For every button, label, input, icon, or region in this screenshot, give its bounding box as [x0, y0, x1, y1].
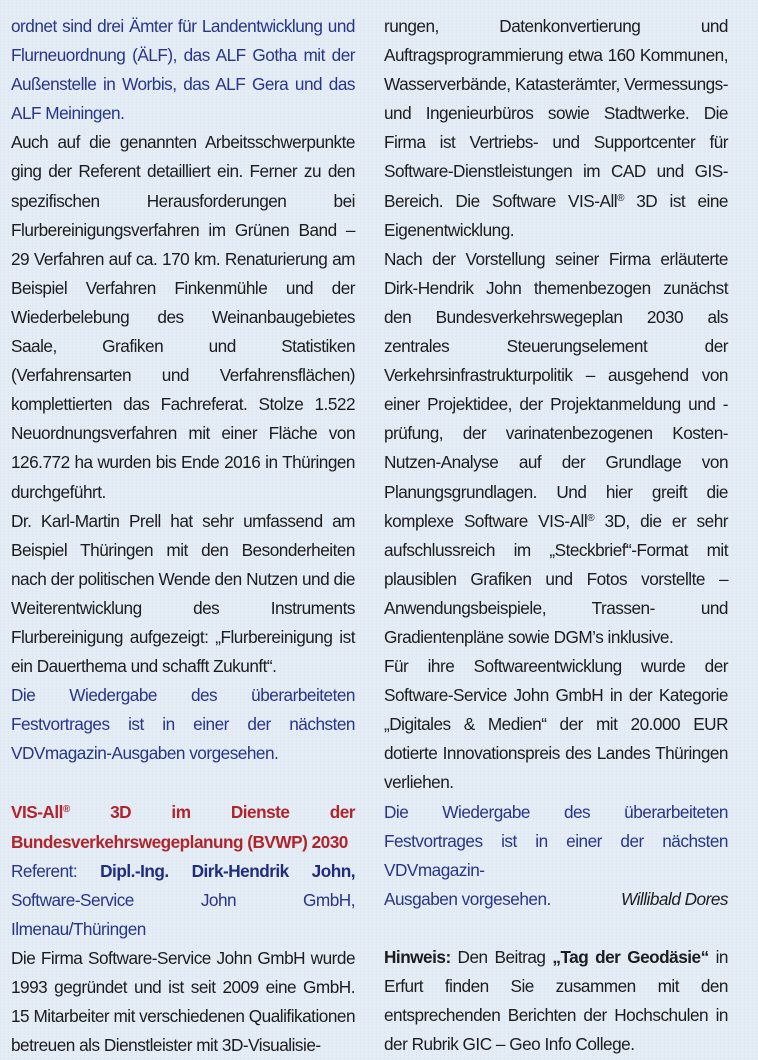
author-signature: Willibald Dores [621, 888, 728, 909]
note-text-last: Ausgaben vorgesehen. [384, 888, 551, 909]
right-column [384, 12, 728, 1059]
left-column [11, 12, 355, 1060]
services-text-end: 3D ist eine Eigenentwicklung. [384, 190, 728, 240]
hint-label: Hinweis: [384, 946, 451, 967]
hint-paragraph [384, 943, 728, 1059]
hint-title: „Tag der Geodäsie“ [552, 946, 709, 967]
section-heading-prefix: VIS-All [11, 802, 63, 823]
section-heading [11, 798, 355, 856]
body-paragraph-company: Die Firma Software-Service John GmbH wurde 1993 gegründet und ist seit 2009 eine GmbH. 15 Mitarbeiter mit verschiedenen Qualifikationen betreuen als Dienstleister mit 3D-Visualisie- [11, 947, 355, 1056]
bvwp-text-end: 3D, die er sehr aufschlussreich im „Steckbrief“-Format mit plausiblen Grafiken und Fotos vorstellte – Anwendungsbeispiele, Trassen- und Gradientenpläne sowie DGM’s inklusive. [384, 510, 728, 647]
speaker-line [11, 857, 355, 944]
body-paragraph-bvwp [384, 245, 728, 652]
bvwp-text: Nach der Vorstellung seiner Firma erläuterte Dirk-Hendrik John themenbezogen zunächst den Bundesverkehrswegeplan 2030 als zentrales Steuerungselement der Verkehrsinfrastrukturpolitik – ausgehend von einer Projektidee, der Projektanmeldung und -prüfung, der varinatenbezogenen Kosten-Nutzen-Analyse auf der Grundlage von Planungsgrundlagen. Und hier greift die komplexe Software VIS-All [384, 248, 728, 531]
festvortrag-note: Die Wiedergabe des überarbeiteten Festvortrages ist in einer der nächsten VDVmagazin-Ausgaben vorgesehen. [11, 685, 355, 764]
body-paragraph-award: Für ihre Softwareentwicklung wurde der Software-Service John GmbH in der Kategorie „Digitales & Medien“ der mit 20.000 EUR dotierte Innovationspreis des Landes Thüringen verliehen. [384, 656, 728, 793]
speaker-label: Referent: [11, 860, 101, 881]
note-signature-line [384, 885, 728, 914]
hint-text-end: in Erfurt finden Sie zusammen mit den entsprechenden Berichten der Hochschulen in der Rubrik GIC – Geo Info College. [384, 946, 728, 1055]
note-text: Die Wiedergabe des überarbeiteten Festvortrages ist in einer der nächsten VDVmagazin- [384, 801, 728, 880]
registered-mark: ® [587, 512, 595, 524]
body-paragraph-services [384, 12, 728, 245]
speaker-name: Dipl.-Ing. Dirk-Hendrik John, [100, 860, 355, 881]
registered-mark: ® [617, 192, 624, 204]
services-text: rungen, Datenkonvertierung und Auftragsprogrammierung etwa 160 Kommunen, Wasserverbände, Katasterämter, Vermessungs- und Ingenieurbüros sowie Stadtwerke. Die Firma ist Vertriebs- und Supportcenter für Software-Dienstleistungen im CAD und GIS-Bereich. Die Software VIS-All [384, 16, 728, 211]
hint-text: Den Beitrag [450, 946, 553, 967]
festvortrag-note-right [384, 798, 728, 885]
body-paragraph-workfocus: Auch auf die genannten Arbeitsschwerpunkte ging der Referent detailliert ein. Ferner zu den spezifischen Herausforderungen bei Flurbereinigungsverfahren im Grünen Band – 29 Verfahren auf ca. 170 km. Renaturierung am Beispiel Verfahren Finkenmühle und der Wiederbelebung des Weinanbaugebietes Saale, Grafiken und Statistiken (Verfahrensarten und Verfahrensflächen) komplettierten das Fachreferat. Stolze 1.522 Neuordnungsverfahren mit einer Fläche von 126.772 ha wurden bis Ende 2016 in Thüringen durchgeführt. [11, 132, 355, 502]
intro-paragraph: ordnet sind drei Ämter für Landentwicklung und Flurneuordnung (ÄLF), das ALF Gotha mit der Außenstelle in Worbis, das ALF Gera und das ALF Meiningen. [11, 16, 355, 124]
speaker-affiliation: Software-Service John GmbH, Ilmenau/Thüringen [11, 889, 355, 939]
body-paragraph-prell: Dr. Karl-Martin Prell hat sehr umfassend am Beispiel Thüringen mit den Besonderheiten nach der politischen Wende den Nutzen und die Weiterentwicklung des Instruments Flurbereinigung aufgezeigt: „Flurbereinigung ist ein Dauerthema und schafft Zukunft“. [11, 510, 355, 677]
registered-mark: ® [62, 804, 70, 816]
section-heading-suffix: 3D im Dienste der Bundesverkehrswegeplanung (BVWP) 2030 [11, 802, 355, 852]
